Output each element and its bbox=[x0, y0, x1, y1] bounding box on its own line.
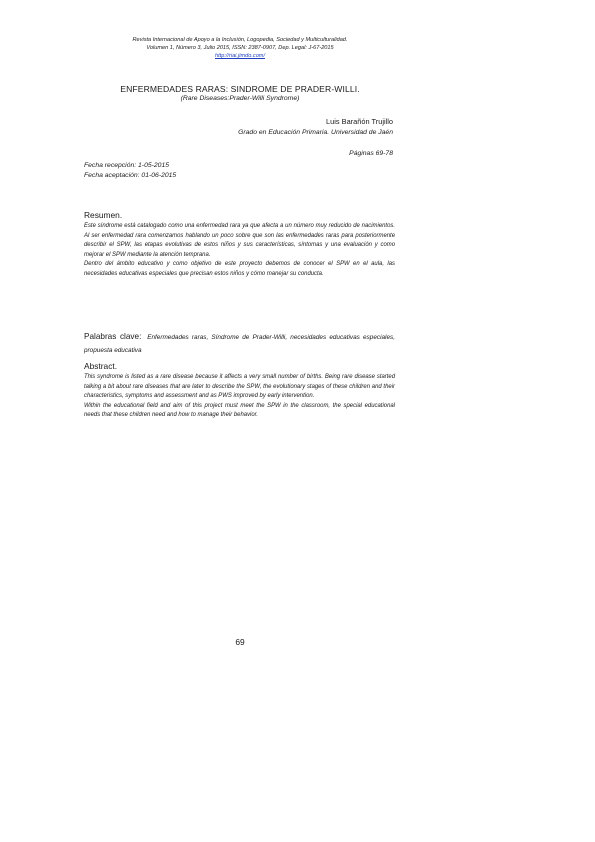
journal-name: Revista Internacional de Apoyo a la Inclusión, Logopedia, Sociedad y Multiculturalidad. bbox=[132, 37, 348, 43]
resumen-heading: Resumen. bbox=[84, 210, 123, 220]
author-name: Luis Barañón Trujillo bbox=[326, 117, 393, 126]
abstract-heading: Abstract. bbox=[84, 361, 118, 371]
abstract-body bbox=[84, 373, 395, 421]
article-subtitle: (Rare Diseases:Prader-Willi Syndrome) bbox=[180, 95, 300, 102]
journal-url-link[interactable]: http://riai.jimdo.com/ bbox=[214, 53, 266, 59]
keywords-text: Enfermedades raras, Síndrome de Prader-Willi, necesidades educativas especiales, propuesta educativa bbox=[84, 334, 395, 354]
keywords bbox=[84, 330, 395, 356]
resumen-paragraph-2: Dentro del ámbito educativo y como objetivo de este proyecto debemos de conocer el SPW en el aula, las necesidades educativas especiales que precisan estos niños y cómo manejar su conducta. bbox=[84, 261, 395, 277]
author-affiliation: Grado en Educación Primaria. Universidad de Jaén bbox=[238, 129, 393, 136]
page-range: Páginas 69-78 bbox=[349, 150, 393, 157]
abstract-paragraph-1: This syndrome is listed as a rare disease because it affects a very small number of births. Being rare disease started talking a bit about rare diseases that are later to describe the SPW, the evolutionary stages of these children and their characteristics, symptoms and assessment and as PWS improved by early intervention. bbox=[84, 374, 395, 399]
article-title: ENFERMEDADES RARAS: SINDROME DE PRADER-WILLI. bbox=[120, 84, 360, 94]
abstract-paragraph-2: Within the educational field and aim of this project must meet the SPW in the classroom, the special educational needs that these children need and how to manage their behavior. bbox=[84, 402, 395, 418]
resumen-body bbox=[84, 222, 395, 279]
page-number: 69 bbox=[235, 637, 245, 647]
received-date: Fecha recepción: 1-05-2015 bbox=[84, 162, 170, 169]
accepted-date: Fecha aceptación: 01-06-2015 bbox=[84, 172, 177, 179]
resumen-paragraph-1: Este síndrome está catalogado como una enfermedad rara ya que afecta a un número muy reducido de nacimientos. Al ser enfermedad rara comenzamos hablando un poco sobre que son las enfermedades raras para posteriormente describir el SPW, las etapas evolutivas de estos niños y sus características, síntomas y una evaluación y como mejorar el SPW mediante la atención temprana. bbox=[84, 223, 395, 258]
keywords-label: Palabras clave: bbox=[84, 332, 142, 341]
journal-volume-info: Volumen 1, Número 3, Julio 2015, ISSN: 2387-0907, Dep. Legal: J-67-2015 bbox=[146, 45, 334, 51]
